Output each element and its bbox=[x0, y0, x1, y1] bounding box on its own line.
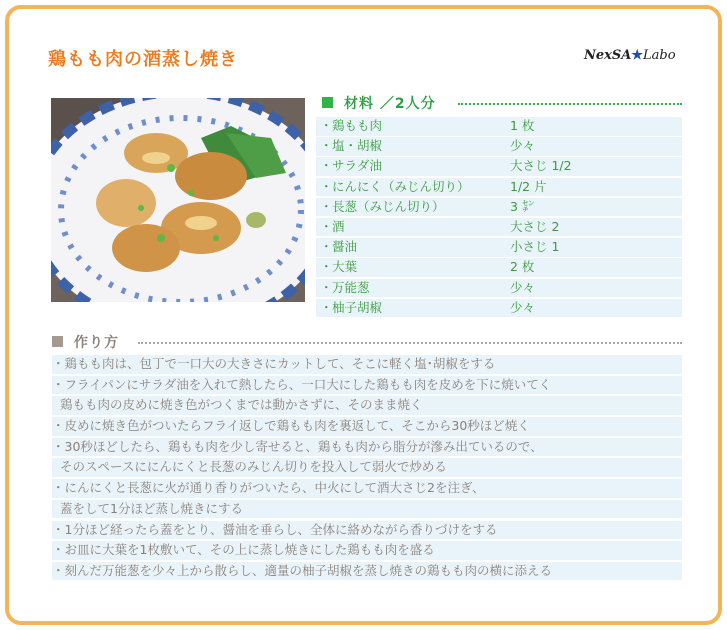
step-line: ・鶏もも肉は、包丁で一口大の大きさにカットして、そこに軽く塩･胡椒をする bbox=[52, 355, 682, 374]
ingredient-row bbox=[316, 137, 682, 156]
ingredient-qty: 少々 bbox=[510, 299, 536, 315]
step-line-continued: そのスペースににんにくと長葱のみじん切りを投入して弱火で炒める bbox=[52, 458, 682, 477]
ingredients-heading-label: 材料 ／2人分 bbox=[344, 96, 436, 112]
ingredient-list bbox=[316, 117, 682, 319]
step-line: ・フライパンにサラダ油を入れて熱したら、一口大にした鶏もも肉を皮めを下に焼いてく bbox=[52, 376, 682, 395]
ingredient-name: 醤油 bbox=[332, 239, 358, 255]
ingredient-name: 長葱（みじん切り） bbox=[332, 198, 445, 214]
steps-heading bbox=[52, 332, 682, 352]
bullet: ・ bbox=[320, 299, 333, 315]
bullet: ・ bbox=[320, 198, 333, 214]
recipe-title: 鶏もも肉の酒蒸し焼き bbox=[48, 49, 238, 70]
step-line: ・刻んだ万能葱を少々上から散らし、適量の柚子胡椒を蒸し焼きの鶏もも肉の横に添える bbox=[52, 562, 682, 581]
bullet: ・ bbox=[320, 158, 333, 174]
ingredient-qty: 3 ㌢ bbox=[510, 198, 535, 214]
ingredient-qty: 小さじ 1 bbox=[510, 239, 560, 255]
ingredient-row bbox=[316, 198, 682, 217]
ingredient-row bbox=[316, 157, 682, 176]
square-icon bbox=[52, 336, 63, 347]
ingredient-qty: 2 枚 bbox=[510, 259, 535, 275]
ingredient-row bbox=[316, 178, 682, 197]
ingredient-name: 柚子胡椒 bbox=[332, 299, 383, 315]
steps-heading-label: 作り方 bbox=[74, 335, 119, 351]
bullet: ・ bbox=[320, 118, 333, 133]
brand-name: NexSA bbox=[584, 48, 632, 63]
step-line: ・お皿に大葉を1枚敷いて、その上に蒸し焼きにした鶏もも肉を盛る bbox=[52, 541, 682, 560]
step-list bbox=[52, 355, 682, 583]
ingredient-qty: 大さじ 2 bbox=[510, 218, 560, 234]
bullet: ・ bbox=[320, 218, 333, 234]
dish-photo bbox=[51, 98, 305, 302]
ingredient-row bbox=[316, 218, 682, 237]
ingredient-name: 鶏もも肉 bbox=[332, 118, 383, 133]
square-icon bbox=[322, 97, 333, 108]
ingredients-heading bbox=[320, 92, 682, 114]
step-line: ・30秒ほどしたら、鶏もも肉を少し寄せると、鶏もも肉から脂分が滲み出ているので、 bbox=[52, 438, 682, 457]
brand-suffix: Labo bbox=[643, 48, 676, 63]
brand-logo bbox=[584, 48, 676, 63]
step-line: ・皮めに焼き色がついたらフライ返しで鶏もも肉を裏返して、そこから30秒ほど焼く bbox=[52, 417, 682, 436]
ingredient-qty: 少々 bbox=[510, 279, 536, 295]
dotted-divider bbox=[138, 342, 682, 344]
bullet: ・ bbox=[320, 259, 333, 275]
dish-illustration bbox=[51, 98, 305, 302]
bullet: ・ bbox=[320, 178, 333, 194]
ingredient-name: にんにく（みじん切り） bbox=[332, 178, 470, 194]
ingredient-name: 大葉 bbox=[332, 259, 358, 275]
ingredient-name: サラダ油 bbox=[332, 158, 382, 174]
ingredient-name: 酒 bbox=[332, 218, 345, 234]
step-line: ・にんにくと長葱に火が通り香りがついたら、中火にして酒大さじ2を注ぎ、 bbox=[52, 479, 682, 498]
bullet: ・ bbox=[320, 239, 333, 255]
ingredient-row bbox=[316, 279, 682, 298]
ingredient-row bbox=[316, 238, 682, 257]
ingredient-row bbox=[316, 258, 682, 277]
ingredient-qty: 1/2 片 bbox=[510, 178, 547, 194]
bullet: ・ bbox=[320, 138, 333, 154]
ingredient-name: 万能葱 bbox=[332, 279, 370, 295]
dotted-divider bbox=[458, 103, 682, 105]
step-line: ・1分ほど経ったら蓋をとり、醤油を垂らし、全体に絡めながら香りづけをする bbox=[52, 521, 682, 540]
star-icon: ★ bbox=[631, 48, 644, 63]
ingredient-qty: 大さじ 1/2 bbox=[510, 158, 572, 174]
step-line-continued: 鶏もも肉の皮めに焼き色がつくまでは動かさずに、そのまま焼く bbox=[52, 396, 682, 415]
step-line-continued: 蓋をして1分ほど蒸し焼きにする bbox=[52, 500, 682, 519]
ingredient-qty: 少々 bbox=[510, 138, 536, 154]
bullet: ・ bbox=[320, 279, 333, 295]
ingredient-qty: 1 枚 bbox=[510, 118, 535, 133]
ingredient-row bbox=[316, 299, 682, 318]
ingredient-row bbox=[316, 117, 682, 136]
ingredient-name: 塩・胡椒 bbox=[332, 138, 383, 154]
